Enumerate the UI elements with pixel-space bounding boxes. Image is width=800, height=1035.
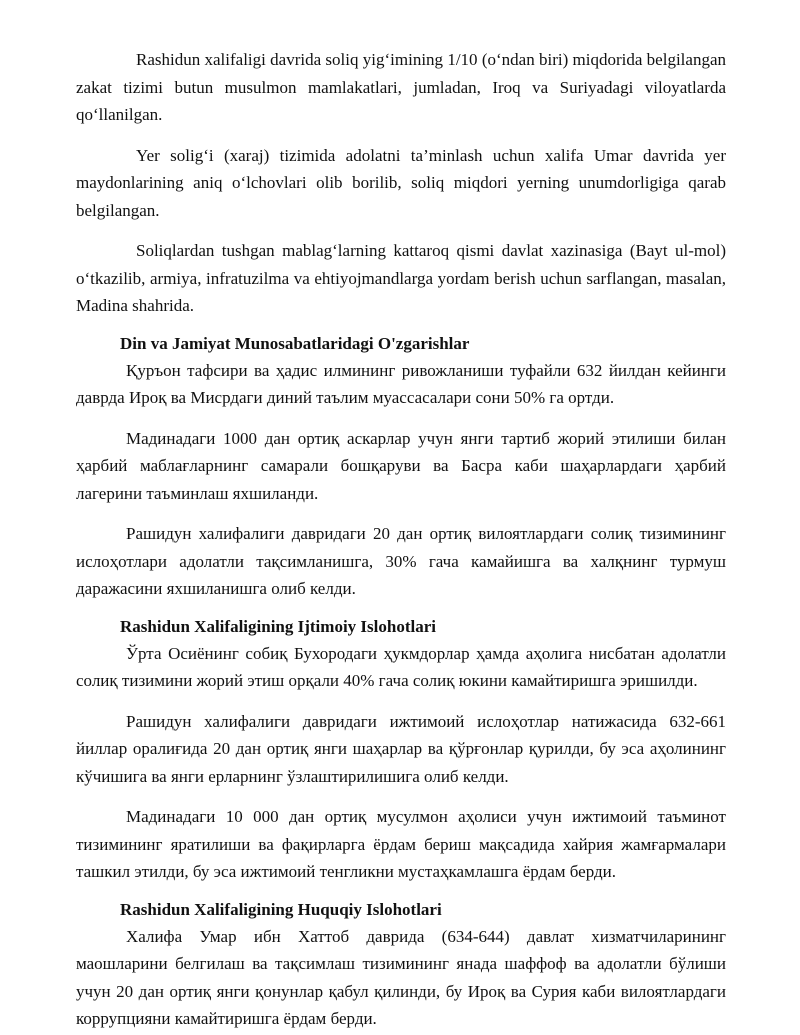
section3-paragraph-1: Халифа Умар ибн Хаттоб даврида (634-644) давлат хизматчиларининг маошларини белгилаш ва тақсимлаш тизимининг янада шаффоф ва адолатли бўлиши учун 20 дан ортиқ янги қонунлар қабул қилинди, бу Ироқ ва Сурия каби вилоятлардаги коррупцияни камайтиришга ёрдам берди. bbox=[76, 926, 726, 1028]
section2-paragraph-1: Ўрта Осиёнинг собиқ Бухородаги ҳукмдорлар ҳамда аҳолига нисбатан адолатли солиқ тизимини жорий этиш орқали 40% гача солиқ юкини камайтиришга эришилди. bbox=[76, 643, 726, 690]
intro-paragraph-zakat: Rashidun xalifaligi davrida soliq yig‘imining 1/10 (o‘ndan biri) miqdorida belgilangan zakat tizimi butun musulmon mamlakatlari, jumladan, Iroq va Suriyadagi viloyatlarda qo‘llanilgan. bbox=[76, 50, 726, 124]
section-heading-social-reforms: Rashidun Xalifaligining Ijtimoiy Islohotlari bbox=[120, 616, 436, 636]
section-heading-legal-reforms: Rashidun Xalifaligining Huquqiy Islohotlari bbox=[120, 899, 442, 919]
section2-paragraph-2: Рашидун халифалиги давридаги ижтимоий ислоҳотлар натижасида 632-661 йиллар оралиғида 20 дан ортиқ янги шаҳарлар ва қўрғонлар қурилди, бу эса аҳолининг кўчишига ва янги ерларнинг ўзлаштирилишига олиб келди. bbox=[76, 711, 726, 786]
section1-paragraph-3: Рашидун халифалиги давридаги 20 дан ортиқ вилоятлардаги солиқ тизимининг ислоҳотлари адолатли тақсимланишга, 30% гача камайишга ва халқнинг турмуш даражасини яхшиланишга олиб келди. bbox=[76, 524, 726, 598]
intro-paragraph-bayt-ul-mol: Soliqlardan tushgan mablag‘larning kattaroq qismi davlat xazinasiga (Bayt ul-mol) o‘tkazilib, armiya, infratuzilma va ehtiyojmandlarga yordam berish uchun sarflangan, masalan, Madina shahrida. bbox=[76, 241, 726, 315]
section1-paragraph-1: Қуръон тафсири ва ҳадис илмининг ривожланиши туфайли 632 йилдан кейинги даврда Ироқ ва Мисрдаги диний таълим муассасалари сони 50% га ортди. bbox=[76, 360, 726, 407]
intro-paragraph-xaraj: Yer solig‘i (xaraj) tizimida adolatni ta’minlash uchun xalifa Umar davrida yer maydonlarining aniq o‘lchovlari olib borilib, soliq miqdori yerning unumdorligiga qarab belgilangan. bbox=[76, 145, 726, 220]
section1-paragraph-2: Мадинадаги 1000 дан ортиқ аскарлар учун янги тартиб жорий этилиши билан ҳарбий маблағларнинг самарали бошқаруви ва Басра каби шаҳарлардаги ҳарбий лагерини таъминлаш яхшиланди. bbox=[76, 428, 726, 503]
section-heading-religion-society: Din va Jamiyat Munosabatlaridagi O'zgarishlar bbox=[120, 333, 470, 353]
section2-paragraph-3: Мадинадаги 10 000 дан ортиқ мусулмон аҳолиси учун ижтимоий таъминот тизимининг яратилиши ва фақирларга ёрдам бериш мақсадида хайрия жамғармалари ташкил этилди, бу эса ижтимоий тенгликни мустаҳкамлашга ёрдам берди. bbox=[76, 807, 726, 881]
